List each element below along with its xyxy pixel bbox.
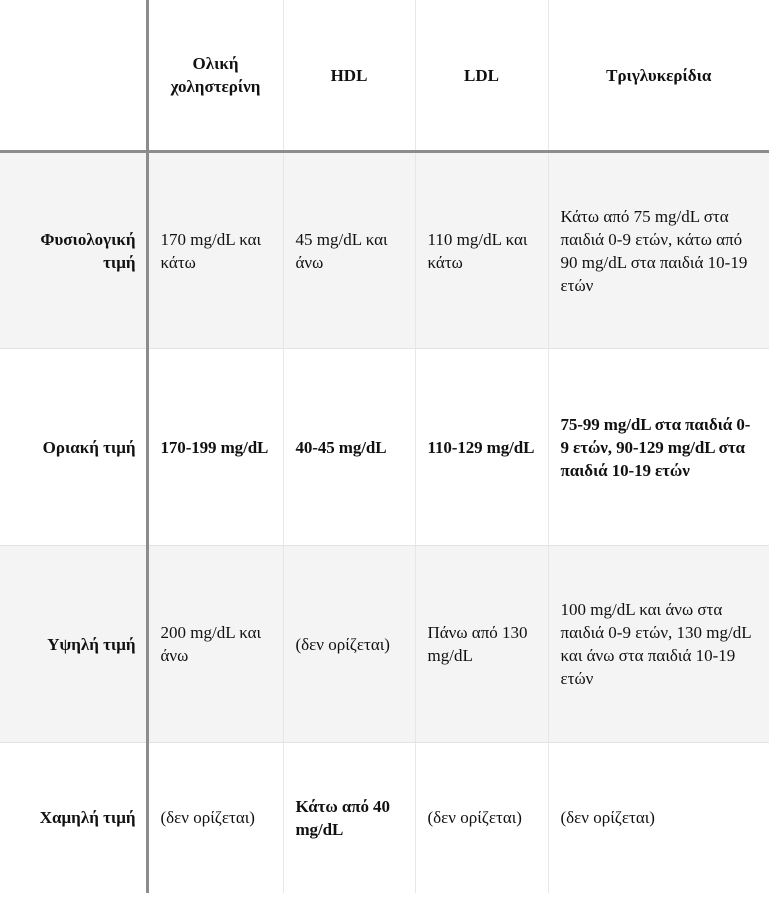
- table-row-normal: [0, 152, 769, 349]
- cell-borderline-triglycerides: 75-99 mg/dL στα παιδιά 0-9 ετών, 90-129 mg/dL στα παιδιά 10-19 ετών: [548, 349, 769, 546]
- cell-borderline-hdl: 40-45 mg/dL: [283, 349, 415, 546]
- cell-high-triglycerides: 100 mg/dL και άνω στα παιδιά 0-9 ετών, 130 mg/dL και άνω στα παιδιά 10-19 ετών: [548, 546, 769, 743]
- header-triglycerides: Τριγλυκερίδια: [548, 0, 769, 152]
- cell-borderline-ldl: 110-129 mg/dL: [415, 349, 548, 546]
- header-total-cholesterol: Ολική χοληστερίνη: [147, 0, 283, 152]
- row-label-high: Υψηλή τιμή: [0, 546, 147, 743]
- row-label-normal: Φυσιολογική τιμή: [0, 152, 147, 349]
- cell-low-hdl: Κάτω από 40 mg/dL: [283, 743, 415, 893]
- header-corner: [0, 0, 147, 152]
- cell-low-total: (δεν ορίζεται): [147, 743, 283, 893]
- cell-borderline-total: 170-199 mg/dL: [147, 349, 283, 546]
- cell-normal-hdl: 45 mg/dL και άνω: [283, 152, 415, 349]
- header-hdl: HDL: [283, 0, 415, 152]
- cell-normal-ldl: 110 mg/dL και κάτω: [415, 152, 548, 349]
- cell-normal-triglycerides: Κάτω από 75 mg/dL στα παιδιά 0-9 ετών, κάτω από 90 mg/dL στα παιδιά 10-19 ετών: [548, 152, 769, 349]
- row-label-borderline: Οριακή τιμή: [0, 349, 147, 546]
- header-ldl: LDL: [415, 0, 548, 152]
- row-label-low: Χαμηλή τιμή: [0, 743, 147, 893]
- cell-low-triglycerides: (δεν ορίζεται): [548, 743, 769, 893]
- header-row: [0, 0, 769, 152]
- table-row-borderline: [0, 349, 769, 546]
- cell-low-ldl: (δεν ορίζεται): [415, 743, 548, 893]
- table-row-low: [0, 743, 769, 893]
- table-row-high: [0, 546, 769, 743]
- cell-high-hdl: (δεν ορίζεται): [283, 546, 415, 743]
- cell-high-total: 200 mg/dL και άνω: [147, 546, 283, 743]
- cell-normal-total: 170 mg/dL και κάτω: [147, 152, 283, 349]
- cell-high-ldl: Πάνω από 130 mg/dL: [415, 546, 548, 743]
